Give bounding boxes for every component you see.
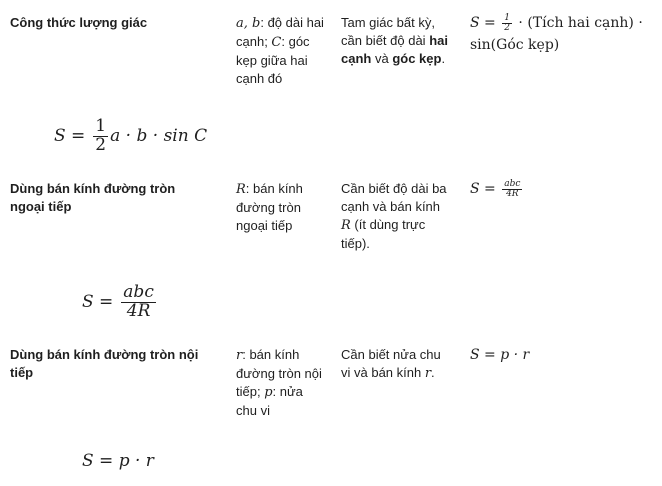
row2-name: Dùng bán kính đường tròn ngoại tiếp: [10, 181, 176, 214]
row3-name: Dùng bán kính đường tròn nội tiếp: [10, 347, 199, 380]
row1-condition: Tam giác bất kỳ, cần biết độ dài hai cạnh và góc kẹp.: [341, 15, 448, 66]
row3-formula: S = p · r: [82, 451, 154, 471]
row2-table-formula: S = $\frac{\text{abc}}{4R}$: [470, 178, 521, 199]
row1-table-formula: S = $\frac{1}{2}$ · (Tích hai cạnh) · sin(Góc kẹp): [470, 12, 643, 53]
row3-table-formula: S = p · r: [470, 347, 530, 363]
row2-formula: S = $\frac{\text{abc}}{4R}$: [82, 281, 154, 321]
row2-description: R: bán kính đường tròn ngoại tiếp: [236, 181, 303, 233]
row1-name: Công thức lượng giác: [10, 15, 148, 30]
row3-description: r: bán kính đường tròn nội tiếp; p: nửa chu vi: [236, 347, 322, 418]
row3-condition: Cần biết nửa chu vi và bán kính r.: [341, 347, 441, 381]
row2-condition: Cần biết độ dài ba cạnh và bán kính R (ít dùng trực tiếp).: [341, 181, 447, 251]
row1-formula: S = $\frac{1}{2}$ a · b · sin C: [54, 115, 208, 155]
row1-description: a, b: độ dài hai cạnh; C: góc kẹp giữa hai cạnh đó: [236, 15, 324, 86]
